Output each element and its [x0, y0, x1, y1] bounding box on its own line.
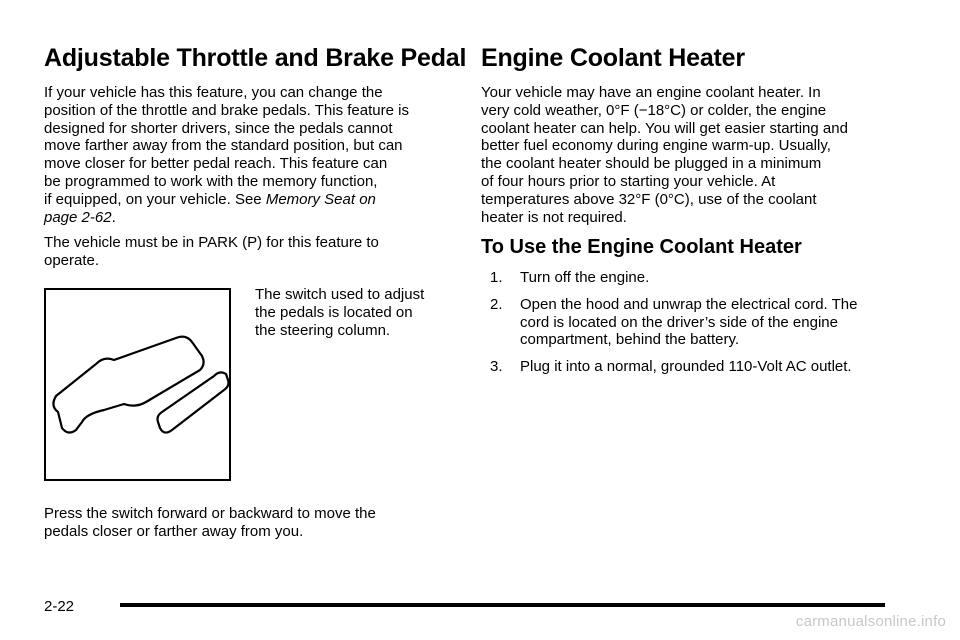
pedal-switch-figure — [44, 288, 231, 481]
pedal-adjust-switch-icon — [46, 290, 229, 479]
footer-divider — [120, 603, 885, 607]
switch-usage-paragraph: Press the switch forward or backward to move the pedals closer or farther away from you. — [44, 505, 376, 540]
list-item: 1. Turn off the engine. — [490, 269, 650, 286]
park-requirement-paragraph: The vehicle must be in PARK (P) for this feature to operate. — [44, 234, 379, 269]
memory-seat-page-link[interactable]: page 2-62 — [44, 208, 112, 226]
watermark: carmanualsonline.info — [795, 613, 946, 630]
list-item: 3. Plug it into a normal, grounded 110-Volt AC outlet. — [490, 358, 852, 376]
intro-paragraph: If your vehicle has this feature, you can change the position of the throttle and brake pedals. This feature is designed for shorter drivers, since the pedals cannot move farther away from the standard position, but can move closer for better pedal reach. This feature can be programmed to work with the memory function, if equipped, on your vehicle. See Memory Seat on page 2-62. — [44, 84, 409, 226]
coolant-intro-paragraph: Your vehicle may have an engine coolant heater. In very cold weather, 0°F (−18°C) or colder, the engine coolant heater can help. You will get easier starting and better fuel economy during engine warm-up. Usually, the coolant heater should be plugged in a minimum of four hours prior to starting your vehicle. At temperatures above 32°F (0°C), use of the coolant heater is not required. — [481, 84, 848, 226]
page-number: 2-22 — [44, 598, 75, 615]
switch-location-caption: The switch used to adjust the pedals is located on the steering column. — [255, 286, 425, 339]
section-title-coolant-heater: Engine Coolant Heater — [481, 44, 745, 72]
subsection-title-use-heater: To Use the Engine Coolant Heater — [481, 236, 802, 258]
heater-steps-list — [481, 269, 857, 385]
list-item: 2. Open the hood and unwrap the electrical cord. The cord is located on the driver’s side of the engine compartment, behind the battery. — [490, 295, 858, 349]
section-title-throttle-brake: Adjustable Throttle and Brake Pedal — [44, 44, 467, 72]
memory-seat-link[interactable]: Memory Seat on — [265, 190, 376, 208]
